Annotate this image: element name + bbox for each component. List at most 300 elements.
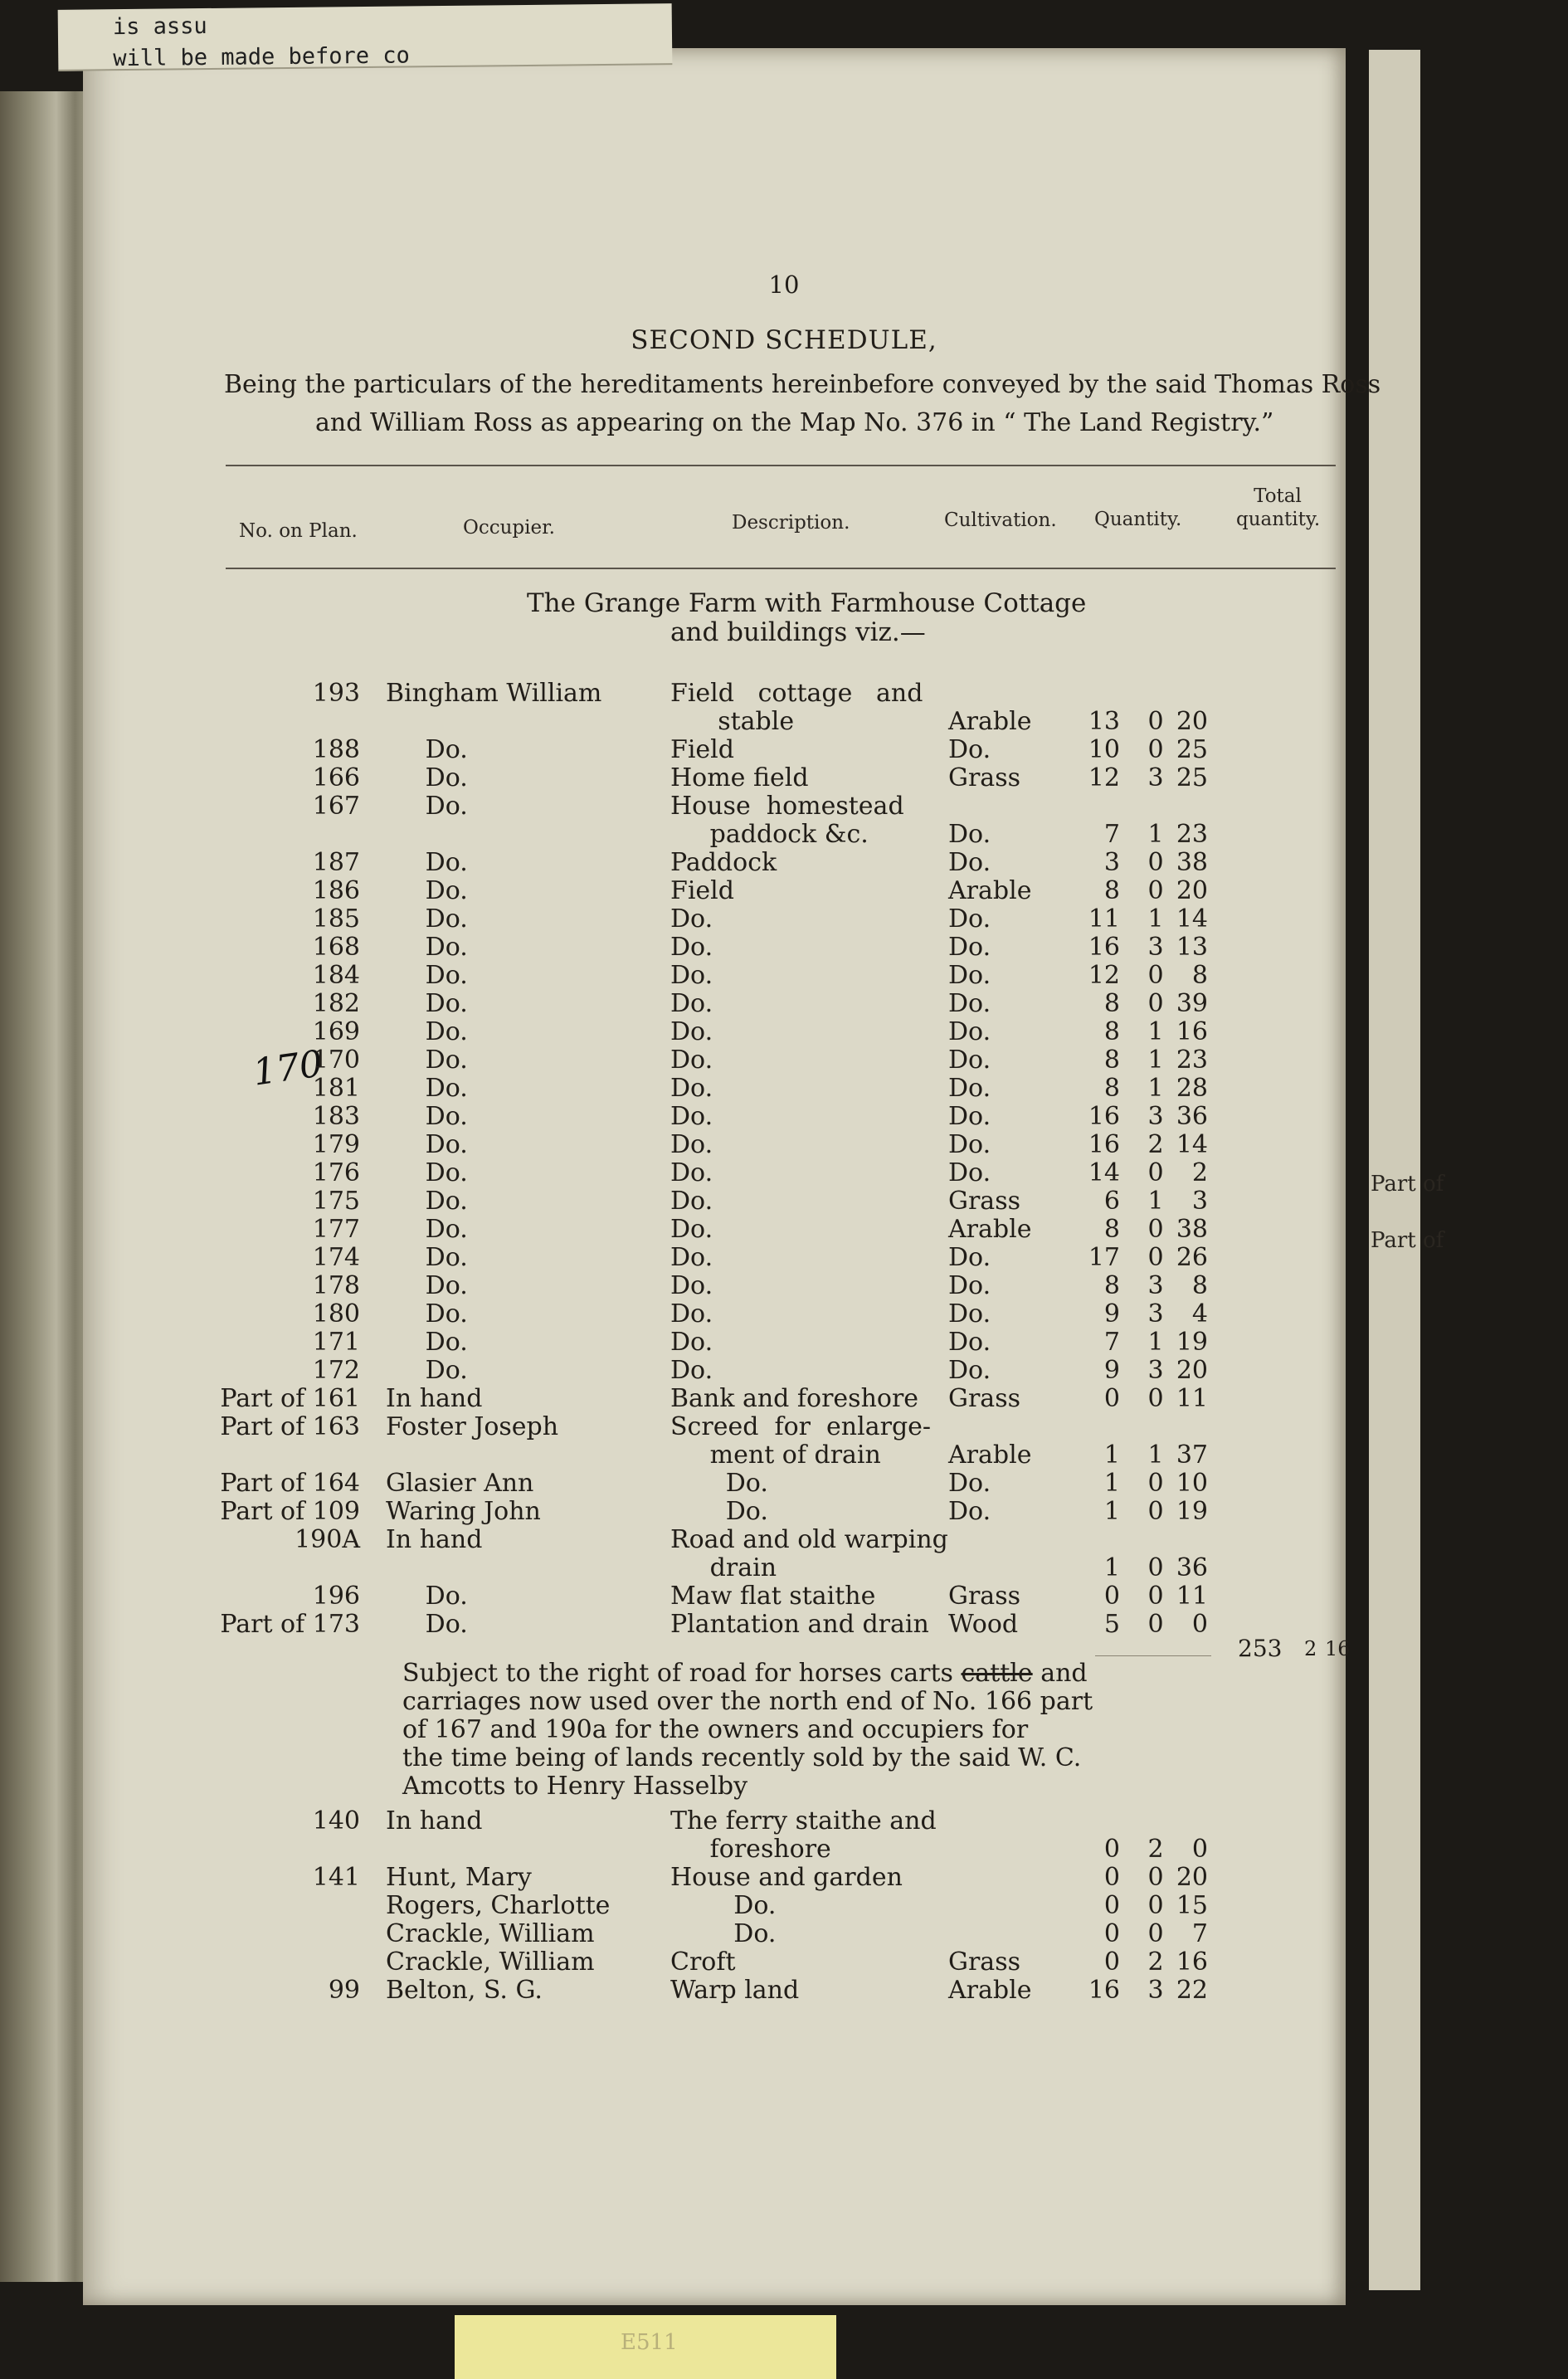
farm-heading: The Grange Farm with Farmhouse Cottage [527,588,1087,618]
plan-number: 175 [312,1187,360,1216]
quantity-perches: 28 [1176,1074,1208,1103]
description-cell: paddock &c. [670,820,869,849]
note-text: the time being of lands recently sold by the said W. C. [402,1743,1082,1772]
plan-number: 171 [312,1328,360,1357]
quantity-acres: 7 [1103,820,1120,849]
quantity-roods: 1 [1147,1187,1164,1216]
quantity-perches: 16 [1176,1948,1208,1977]
quantity-perches: 22 [1176,1976,1208,2005]
description-cell: Do. [670,1017,713,1046]
quantity-roods: 3 [1147,933,1164,962]
table-row [0,934,1420,962]
total-roods: 2 [1304,1637,1317,1660]
table-row [0,877,1420,905]
table-row [0,792,1420,821]
description-cell: Do. [670,1497,768,1526]
plan-number: 183 [312,1102,360,1131]
quantity-perches: 23 [1176,820,1208,849]
quantity-roods: 0 [1147,1919,1164,1948]
adjacent-page-text: Part of [1371,1228,1444,1253]
quantity-roods: 0 [1147,735,1164,764]
quantity-perches: 25 [1176,735,1208,764]
table-row [0,905,1420,934]
description-cell: Home field [670,763,809,792]
quantity-perches: 23 [1176,1046,1208,1075]
quantity-acres: 1 [1103,1441,1120,1470]
description-cell: Do. [670,1102,713,1131]
intro-line: Being the particulars of the hereditaments hereinbefore conveyed by the said Thomas Ross [224,370,1381,399]
table-row [0,1470,1420,1498]
description-cell: Field cottage and [670,679,923,708]
plan-number: 180 [312,1299,360,1328]
pasted-typed-strip [58,3,673,71]
quantity-roods: 1 [1147,1328,1164,1357]
quantity-acres: 9 [1103,1356,1120,1385]
quantity-perches: 19 [1176,1497,1208,1526]
quantity-acres: 1 [1103,1469,1120,1498]
quantity-perches: 15 [1176,1891,1208,1920]
occupier-cell: In hand [386,1384,483,1413]
header-total: Total [1254,485,1302,507]
cultivation-cell: Arable [948,1976,1032,2005]
cultivation-cell: Do. [948,1074,991,1103]
plan-number: 179 [312,1130,360,1159]
occupier-cell: In hand [386,1525,483,1554]
quantity-acres: 10 [1088,735,1120,764]
quantity-roods: 1 [1147,820,1164,849]
table-row [0,1103,1420,1131]
quantity-perches: 0 [1191,1610,1208,1639]
quantity-roods: 3 [1147,1271,1164,1300]
description-cell: Do. [670,1271,713,1300]
occupier-cell: Do. [386,1243,468,1272]
quantity-acres: 1 [1103,1497,1120,1526]
table-row [0,1582,1420,1611]
quantity-perches: 20 [1176,876,1208,905]
quantity-perches: 36 [1176,1102,1208,1131]
occupier-cell: Do. [386,1187,468,1216]
cultivation-cell: Do. [948,1243,991,1272]
quantity-acres: 11 [1088,904,1120,934]
description-cell: House and garden [670,1863,903,1892]
table-row [0,1328,1420,1357]
description-cell: Do. [670,1356,713,1385]
quantity-roods: 0 [1147,1610,1164,1639]
quantity-roods: 0 [1147,1215,1164,1244]
quantity-acres: 0 [1103,1384,1120,1413]
description-cell: Paddock [670,848,777,877]
description-cell: foreshore [670,1835,831,1864]
table-row [0,1554,1420,1582]
table-row [0,1131,1420,1159]
quantity-acres: 7 [1103,1328,1120,1357]
plan-number: 181 [312,1074,360,1103]
plan-number: 169 [312,1017,360,1046]
table-row [0,764,1420,792]
quantity-acres: 1 [1103,1553,1120,1582]
occupier-cell: Belton, S. G. [386,1976,543,2005]
table-row [0,1075,1420,1103]
cultivation-cell: Grass [948,1384,1020,1413]
quantity-roods: 0 [1147,1553,1164,1582]
occupier-cell: Do. [386,1271,468,1300]
table-row [0,1413,1420,1441]
quantity-acres: 17 [1088,1243,1120,1272]
quantity-perches: 10 [1176,1469,1208,1498]
cultivation-cell: Do. [948,989,991,1018]
cultivation-cell: Do. [948,961,991,990]
header-occupier: Occupier. [463,517,555,539]
occupier-cell: Glasier Ann [386,1469,534,1498]
quantity-acres: 8 [1103,1017,1120,1046]
plan-number: 177 [312,1215,360,1244]
occupier-cell: Do. [386,848,468,877]
struck-word: cattle [961,1659,1033,1688]
cultivation-cell: Do. [948,1130,991,1159]
quantity-perches: 39 [1176,989,1208,1018]
occupier-cell: Do. [386,1610,468,1639]
cultivation-cell: Do. [948,1271,991,1300]
plan-number: 182 [312,989,360,1018]
note-text: carriages now used over the north end of No. 166 part [402,1687,1093,1716]
plan-number: 141 [312,1863,360,1892]
quantity-roods: 0 [1147,1243,1164,1272]
cultivation-cell: Grass [948,763,1020,792]
description-cell: Do. [670,1919,777,1948]
quantity-acres: 6 [1103,1187,1120,1216]
quantity-acres: 0 [1103,1863,1120,1892]
quantity-roods: 3 [1147,763,1164,792]
occupier-cell: Crackle, William [386,1919,595,1948]
quantity-acres: 16 [1088,933,1120,962]
quantity-perches: 11 [1176,1582,1208,1611]
plan-number: 167 [312,792,360,821]
description-cell: Do. [670,933,713,962]
quantity-perches: 20 [1176,1356,1208,1385]
total-acres: 253 [1238,1635,1283,1662]
table-row [0,1920,1420,1948]
occupier-cell: Do. [386,735,468,764]
occupier-cell: Foster Joseph [386,1412,559,1441]
description-cell: Do. [670,1243,713,1272]
quantity-perches: 8 [1191,1271,1208,1300]
description-cell: Road and old warping [670,1525,948,1554]
quantity-perches: 38 [1176,1215,1208,1244]
quantity-roods: 1 [1147,1046,1164,1075]
table-row [0,1300,1420,1328]
note-text: Subject to the right of road for horses carts [402,1659,962,1688]
description-cell: Bank and foreshore [670,1384,919,1413]
quantity-acres: 8 [1103,1074,1120,1103]
quantity-roods: 1 [1147,904,1164,934]
plan-number: 168 [312,933,360,962]
header-description: Description. [732,512,850,534]
table-row [0,1385,1420,1413]
description-cell: Do. [670,1299,713,1328]
quantity-acres: 0 [1103,1891,1120,1920]
quantity-roods: 2 [1147,1835,1164,1864]
table-row [0,990,1420,1018]
plan-number: 140 [312,1806,360,1835]
cultivation-cell: Do. [948,820,991,849]
quantity-acres: 8 [1103,989,1120,1018]
quantity-roods: 2 [1147,1130,1164,1159]
quantity-perches: 20 [1176,707,1208,736]
occupier-cell: Do. [386,1299,468,1328]
description-cell: ment of drain [670,1441,881,1470]
easement-note [402,1659,1093,1801]
quantity-perches: 2 [1191,1158,1208,1187]
plan-number: 190A [295,1525,360,1554]
plan-number: 185 [312,904,360,934]
occupier-cell: Bingham William [386,679,602,708]
description-cell: Warp land [670,1976,800,2005]
description-cell: Do. [670,1215,713,1244]
occupier-cell: Do. [386,1582,468,1611]
cultivation-cell: Do. [948,904,991,934]
quantity-acres: 8 [1103,1271,1120,1300]
plan-number: 174 [312,1243,360,1272]
quantity-acres: 0 [1103,1835,1120,1864]
occupier-cell: Do. [386,1328,468,1357]
description-cell: Do. [670,961,713,990]
quantity-perches: 38 [1176,848,1208,877]
divider [226,465,1336,466]
quantity-perches: 25 [1176,763,1208,792]
description-cell: Do. [670,1074,713,1103]
cultivation-cell: Do. [948,1469,991,1498]
description-cell: Field [670,735,734,764]
occupier-cell: In hand [386,1806,483,1835]
quantity-roods: 0 [1147,1469,1164,1498]
plan-number: Part of 109 [220,1497,360,1526]
quantity-perches: 20 [1176,1863,1208,1892]
quantity-perches: 13 [1176,933,1208,962]
cultivation-cell: Do. [948,933,991,962]
table-row [0,1244,1420,1272]
farm-heading: and buildings viz.— [670,617,926,647]
plan-number: 170 [312,1046,360,1075]
note-text: of 167 and 190a for the owners and occupiers for [402,1715,1029,1744]
quantity-acres: 14 [1088,1158,1120,1187]
quantity-perches: 14 [1176,904,1208,934]
description-cell: Do. [670,1187,713,1216]
quantity-acres: 0 [1103,1919,1120,1948]
table-row [0,1046,1420,1075]
description-cell: Do. [670,1046,713,1075]
description-cell: Do. [670,989,713,1018]
table-row [0,1498,1420,1526]
quantity-roods: 0 [1147,1863,1164,1892]
quantity-acres: 8 [1103,1046,1120,1075]
cultivation-cell: Do. [948,1497,991,1526]
quantity-roods: 3 [1147,1299,1164,1328]
description-cell: stable [670,707,795,736]
table-row [0,1892,1420,1920]
quantity-roods: 2 [1147,1948,1164,1977]
cultivation-cell: Wood [948,1610,1019,1639]
plan-number: 99 [328,1976,360,2005]
typed-line: will be made before co [113,42,411,72]
quantity-roods: 0 [1147,848,1164,877]
header-plan: No. on Plan. [239,520,358,542]
occupier-cell: Hunt, Mary [386,1863,532,1892]
occupier-cell: Do. [386,904,468,934]
quantity-perches: 7 [1191,1919,1208,1948]
quantity-acres: 12 [1088,763,1120,792]
plan-number: 176 [312,1158,360,1187]
table-row [0,1526,1420,1554]
table-row [0,962,1420,990]
quantity-roods: 3 [1147,1356,1164,1385]
handwritten-margin-note: 170 [250,1042,326,1094]
quantity-acres: 12 [1088,961,1120,990]
quantity-acres: 16 [1088,1976,1120,2005]
occupier-cell: Do. [386,1215,468,1244]
note-text: Amcotts to Henry Hasselby [402,1772,748,1801]
header-total: quantity. [1236,509,1321,530]
plan-number: 188 [312,735,360,764]
occupier-cell: Do. [386,933,468,962]
description-cell: Field [670,876,734,905]
table-row [0,1216,1420,1244]
quantity-roods: 0 [1147,989,1164,1018]
quantity-roods: 0 [1147,707,1164,736]
plan-number: Part of 164 [220,1469,360,1498]
quantity-acres: 3 [1103,848,1120,877]
note-text: and [1032,1659,1088,1688]
quantity-roods: 3 [1147,1976,1164,2005]
occupier-cell: Do. [386,792,468,821]
plan-number: 166 [312,763,360,792]
quantity-roods: 1 [1147,1017,1164,1046]
description-cell: Do. [670,904,713,934]
description-cell: Do. [670,1158,713,1187]
occupier-cell: Do. [386,876,468,905]
occupier-cell: Do. [386,1130,468,1159]
occupier-cell: Do. [386,763,468,792]
table-row [0,1807,1420,1835]
occupier-cell: Do. [386,989,468,1018]
table-row [0,736,1420,764]
quantity-perches: 37 [1176,1441,1208,1470]
quantity-perches: 36 [1176,1553,1208,1582]
occupier-cell: Crackle, William [386,1948,595,1977]
table-row [0,1187,1420,1216]
cultivation-cell: Do. [948,735,991,764]
table-row [0,1441,1420,1470]
tab-text: E511 [621,2330,678,2355]
intro-line: and William Ross as appearing on the Map No. 376 in “ The Land Registry.” [315,408,1274,437]
cultivation-cell: Do. [948,848,991,877]
cultivation-cell: Do. [948,1328,991,1357]
cultivation-cell: Do. [948,1158,991,1187]
quantity-perches: 11 [1176,1384,1208,1413]
plan-number: 186 [312,876,360,905]
quantity-perches: 4 [1191,1299,1208,1328]
quantity-acres: 13 [1088,707,1120,736]
plan-number: 187 [312,848,360,877]
table-row [0,1611,1420,1639]
table-row [0,821,1420,849]
description-cell: drain [670,1553,777,1582]
quantity-acres: 16 [1088,1102,1120,1131]
occupier-cell: Do. [386,1356,468,1385]
quantity-roods: 0 [1147,1891,1164,1920]
cultivation-cell: Do. [948,1299,991,1328]
table-row [0,1977,1420,2005]
table-row [0,1948,1420,1977]
table-row [0,1864,1420,1892]
cultivation-cell: Do. [948,1102,991,1131]
cultivation-cell: Grass [948,1187,1020,1216]
plan-number: 184 [312,961,360,990]
quantity-roods: 0 [1147,1384,1164,1413]
description-cell: Screed for enlarge- [670,1412,932,1441]
table-row [0,1159,1420,1187]
page-number: 10 [768,271,800,299]
divider [226,568,1336,569]
description-cell: Do. [670,1130,713,1159]
cultivation-cell: Grass [948,1582,1020,1611]
quantity-acres: 0 [1103,1948,1120,1977]
description-cell: House homestead [670,792,904,821]
plan-number: 172 [312,1356,360,1385]
description-cell: The ferry staithe and [670,1806,937,1835]
plan-number: 178 [312,1271,360,1300]
quantity-acres: 8 [1103,1215,1120,1244]
table-row [0,1018,1420,1046]
occupier-cell: Do. [386,961,468,990]
table-row [0,680,1420,708]
description-cell: Plantation and drain [670,1610,929,1639]
yellow-sticky-tab [455,2315,836,2379]
cultivation-cell: Do. [948,1356,991,1385]
quantity-perches: 3 [1191,1187,1208,1216]
quantity-acres: 16 [1088,1130,1120,1159]
cultivation-cell: Arable [948,876,1032,905]
plan-number: Part of 161 [220,1384,360,1413]
plan-number: 196 [312,1582,360,1611]
plan-number: Part of 163 [220,1412,360,1441]
quantity-roods: 0 [1147,1158,1164,1187]
cultivation-cell: Arable [948,707,1032,736]
occupier-cell: Rogers, Charlotte [386,1891,611,1920]
description-cell: Croft [670,1948,736,1977]
quantity-roods: 0 [1147,961,1164,990]
quantity-roods: 3 [1147,1102,1164,1131]
cultivation-cell: Do. [948,1017,991,1046]
table-row [0,1835,1420,1864]
description-cell: Do. [670,1469,768,1498]
quantity-roods: 1 [1147,1441,1164,1470]
table-row [0,708,1420,736]
occupier-cell: Do. [386,1158,468,1187]
quantity-perches: 0 [1191,1835,1208,1864]
sum-rule [1095,1655,1211,1656]
description-cell: Do. [670,1891,777,1920]
quantity-acres: 8 [1103,876,1120,905]
typed-line: is assu [112,12,207,41]
cultivation-cell: Arable [948,1441,1032,1470]
header-quantity: Quantity. [1094,509,1182,530]
quantity-acres: 0 [1103,1582,1120,1611]
description-cell: Maw flat staithe [670,1582,876,1611]
cultivation-cell: Grass [948,1948,1020,1977]
cultivation-cell: Arable [948,1215,1032,1244]
schedule-title: SECOND SCHEDULE, [631,325,937,355]
quantity-roods: 0 [1147,1497,1164,1526]
